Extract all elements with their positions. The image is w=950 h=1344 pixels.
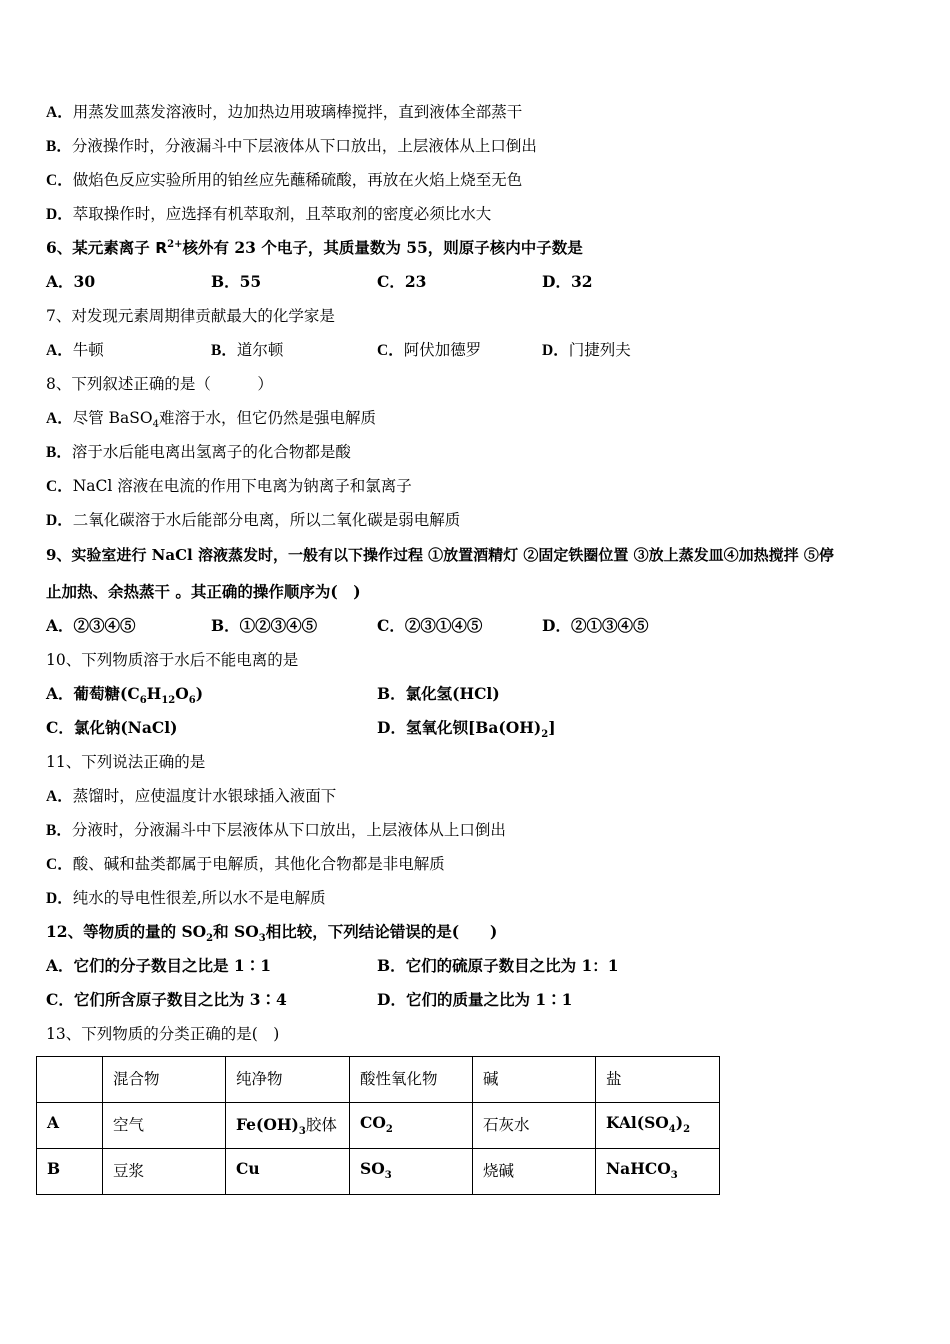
table-cell: 烧碱: [473, 1149, 596, 1195]
table-cell: $KAl(SO_4)_2$: [596, 1103, 720, 1149]
q5-option-b: B．分液操作时，分液漏斗中下层液体从下口放出，上层液体从上口倒出: [46, 137, 537, 155]
q10-option-c: C．氯化钠(NaCl): [46, 718, 178, 737]
q12-option-c: C．它们所含原子数目之比为 3∶4: [46, 990, 287, 1009]
row-label: A: [37, 1103, 103, 1149]
q11-option-c: C．酸、碱和盐类都属于电解质，其他化合物都是非电解质: [46, 855, 445, 873]
table-cell: 豆浆: [103, 1149, 226, 1195]
q12-option-a: A．它们的分子数目之比是 1∶1: [46, 956, 271, 975]
table-header-cell: 碱: [473, 1057, 596, 1103]
q12-option-d: D．它们的质量之比为 1∶1: [377, 990, 573, 1009]
q6-stem: 6、某元素离子 $R^{2+}$核外有 23 个电子，其质量数为 55，则原子核内中子数是: [46, 238, 583, 257]
table-cell: $Fe(OH)_3$胶体: [226, 1103, 350, 1149]
q11-option-d: D．纯水的导电性很差,所以水不是电解质: [46, 889, 326, 907]
q8-option-c: C．NaCl 溶液在电流的作用下电离为钠离子和氯离子: [46, 477, 412, 495]
q6-option-c: C．23: [377, 272, 427, 291]
q13-stem: 13、下列物质的分类正确的是( ): [46, 1025, 280, 1043]
table-cell: Cu: [226, 1149, 350, 1195]
q9-stem-line1: 9、实验室进行 NaCl 溶液蒸发时，一般有以下操作过程 ①放置酒精灯 ②固定铁圈位置 ③放上蒸发皿④加热搅拌 ⑤停: [46, 546, 834, 564]
q9-stem-line2: 止加热、余热蒸干 。其正确的操作顺序为( ): [46, 582, 361, 601]
table-header-cell: 盐: [596, 1057, 720, 1103]
q5-option-c: C．做焰色反应实验所用的铂丝应先蘸稀硫酸，再放在火焰上烧至无色: [46, 171, 523, 189]
q7-option-c: C．阿伏加德罗: [377, 341, 482, 359]
q7-stem: 7、对发现元素周期律贡献最大的化学家是: [46, 307, 335, 325]
q6-option-a: A．30: [46, 272, 96, 291]
table-cell: $CO_2$: [350, 1103, 473, 1149]
q12-stem: 12、等物质的量的 $SO_2$和 $SO_3$相比较，下列结论错误的是( ): [46, 922, 498, 945]
table-row: [37, 1149, 720, 1195]
q9-option-d: D．②①③④⑤: [542, 616, 649, 635]
table-header-cell: [37, 1057, 103, 1103]
classification-table: [36, 1056, 720, 1195]
q10-option-d: D．氢氧化钡$[Ba(OH)_2]$: [377, 718, 556, 741]
q8-stem: 8、下列叙述正确的是（ ）: [46, 375, 273, 393]
q11-option-b: B．分液时，分液漏斗中下层液体从下口放出，上层液体从上口倒出: [46, 821, 506, 839]
table-cell: 空气: [103, 1103, 226, 1149]
q7-option-d: D．门捷列夫: [542, 341, 631, 359]
q6-option-d: D．32: [542, 272, 593, 291]
table-cell: 石灰水: [473, 1103, 596, 1149]
q10-option-b: B．氯化氢(HCl): [377, 684, 500, 703]
table-header-cell: 酸性氧化物: [350, 1057, 473, 1103]
q9-option-a: A．②③④⑤: [46, 616, 136, 635]
table-row: [37, 1103, 720, 1149]
q7-option-a: A．牛顿: [46, 341, 104, 359]
q5-option-d: D．萃取操作时，应选择有机萃取剂，且萃取剂的密度必须比水大: [46, 205, 492, 223]
q10-option-a: A．葡萄糖$(C_6H_{12}O_6)$: [46, 684, 204, 707]
q9-option-b: B．①②③④⑤: [211, 616, 318, 635]
q5-option-a: A．用蒸发皿蒸发溶液时，边加热边用玻璃棒搅拌，直到液体全部蒸干: [46, 103, 523, 121]
q7-option-b: B．道尔顿: [211, 341, 284, 359]
q8-option-b: B．溶于水后能电离出氢离子的化合物都是酸: [46, 443, 351, 461]
q9-option-c: C．②③①④⑤: [377, 616, 483, 635]
q12-option-b: B．它们的硫原子数目之比为 1：1: [377, 956, 619, 975]
q10-stem: 10、下列物质溶于水后不能电离的是: [46, 651, 299, 669]
table-header-cell: 混合物: [103, 1057, 226, 1103]
table-cell: $SO_3$: [350, 1149, 473, 1195]
q8-option-a: A．尽管 BaSO$_4$难溶于水，但它仍然是强电解质: [46, 409, 376, 431]
q8-option-d: D．二氧化碳溶于水后能部分电离，所以二氧化碳是弱电解质: [46, 511, 461, 529]
table-header-row: [37, 1057, 720, 1103]
q11-stem: 11、下列说法正确的是: [46, 753, 206, 771]
table-cell: NaHCO$_3$: [596, 1149, 720, 1195]
table-header-cell: 纯净物: [226, 1057, 350, 1103]
q6-option-b: B．55: [211, 272, 262, 291]
q11-option-a: A．蒸馏时，应使温度计水银球插入液面下: [46, 787, 337, 805]
row-label: B: [37, 1149, 103, 1195]
